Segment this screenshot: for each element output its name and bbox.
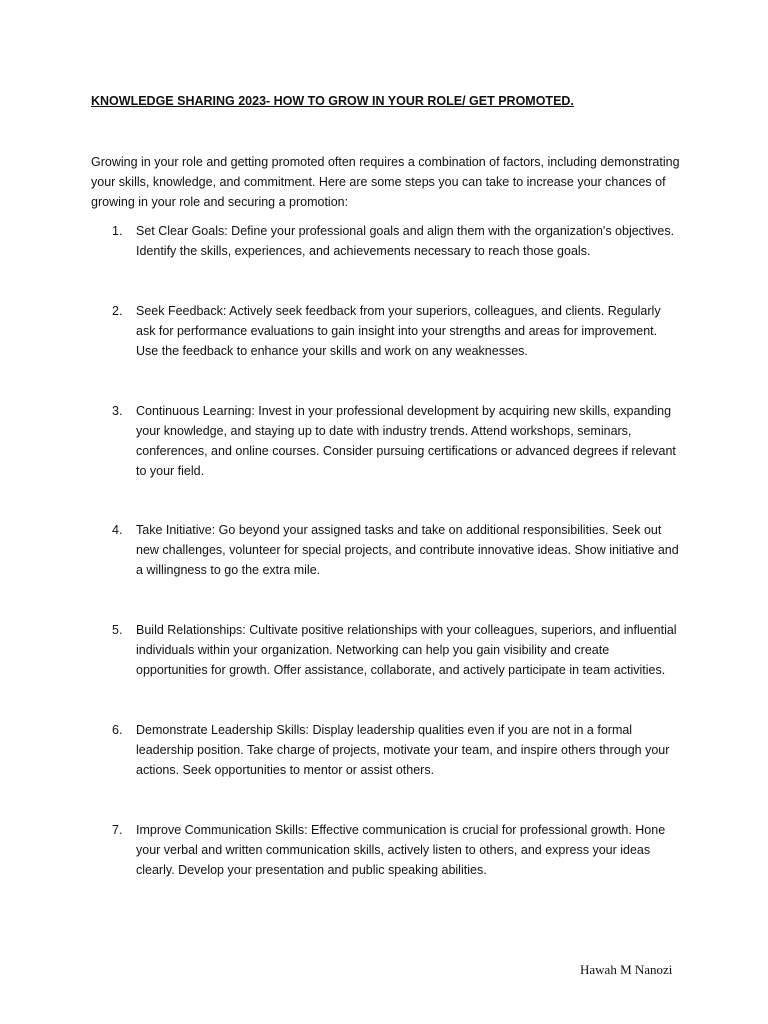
- list-item-number: 1.: [112, 224, 123, 238]
- intro-paragraph: Growing in your role and getting promoted often requires a combination of factors, including demonstrating your skills, knowledge, and commitment. Here are some steps you can take to increase your chances of growing in your role and securing a promotion:: [91, 155, 680, 209]
- list-item: [91, 720, 691, 820]
- author-signature: Hawah M Nanozi: [580, 962, 673, 977]
- list-item-number: 5.: [112, 623, 123, 637]
- list-item-text: Take Initiative: Go beyond your assigned tasks and take on additional responsibilities. Seek out new challenges, volunteer for special projects, and contribute innovative ideas. Show initiative and a willingness to go the extra mile.: [136, 523, 679, 577]
- list-item: [91, 401, 691, 520]
- list-item-text: Improve Communication Skills: Effective communication is crucial for professional growth. Hone your verbal and written communication skills, actively listen to others, and express your ideas clearly. Develop your presentation and public speaking abilities.: [136, 823, 666, 877]
- list-item-number: 3.: [112, 404, 123, 418]
- list-item-number: 4.: [112, 523, 123, 537]
- steps-list: [91, 221, 691, 880]
- list-item: [91, 221, 691, 301]
- list-item-text: Continuous Learning: Invest in your professional development by acquiring new skills, expanding your knowledge, and staying up to date with industry trends. Attend workshops, seminars, conferences, and online courses. Consider pursuing certifications or advanced degrees if relevant to your field.: [136, 404, 676, 478]
- list-item-number: 6.: [112, 723, 123, 737]
- document-title: KNOWLEDGE SHARING 2023- HOW TO GROW IN YOUR ROLE/ GET PROMOTED.: [91, 94, 574, 108]
- list-item-text: Set Clear Goals: Define your professional goals and align them with the organization's objectives. Identify the skills, experiences, and achievements necessary to reach those goals.: [136, 224, 675, 258]
- list-item-text: Build Relationships: Cultivate positive relationships with your colleagues, superiors, and influential individuals within your organization. Networking can help you gain visibility and create opportunities for growth. Offer assistance, collaborate, and actively participate in team activities.: [136, 623, 677, 677]
- list-item-text: Demonstrate Leadership Skills: Display leadership qualities even if you are not in a formal leadership position. Take charge of projects, motivate your team, and inspire others through your actions. Seek opportunities to mentor or assist others.: [136, 723, 670, 777]
- list-item-number: 2.: [112, 304, 123, 318]
- list-item: [91, 620, 691, 720]
- list-item-number: 7.: [112, 823, 123, 837]
- list-item: [91, 520, 691, 620]
- list-item-text: Seek Feedback: Actively seek feedback from your superiors, colleagues, and clients. Regularly ask for performance evaluations to gain insight into your strengths and areas for improvement. Use the feedback to enhance your skills and work on any weaknesses.: [136, 304, 661, 358]
- list-item: [91, 301, 691, 401]
- list-item: [91, 820, 691, 880]
